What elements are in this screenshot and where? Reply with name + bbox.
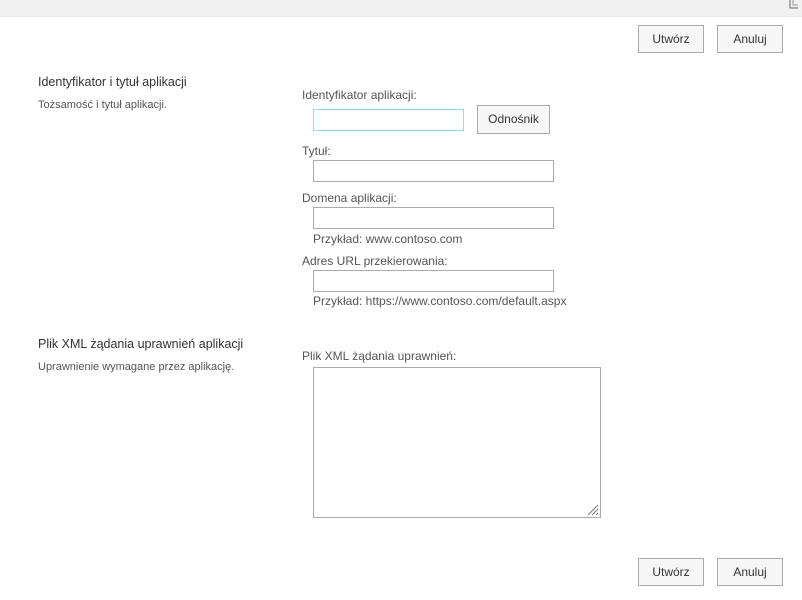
app-identity-section-description: Tożsamość i tytuł aplikacji. [38, 99, 167, 111]
title-input[interactable] [313, 160, 554, 182]
app-identity-section-title: Identyfikator i tytuł aplikacji [38, 75, 187, 89]
resize-grip-icon[interactable] [585, 502, 599, 516]
redirect-url-example: Przykład: https://www.contoso.com/default.aspx [313, 294, 567, 308]
app-domain-example: Przykład: www.contoso.com [313, 232, 463, 246]
cancel-button-bottom[interactable]: Anuluj [717, 558, 783, 586]
permission-xml-textarea[interactable] [313, 367, 601, 518]
redirect-url-input[interactable] [313, 270, 554, 292]
resize-corner-icon [788, 0, 800, 10]
app-domain-label: Domena aplikacji: [302, 191, 397, 205]
top-bar [0, 0, 802, 17]
permission-xml-label: Plik XML żądania uprawnień: [302, 349, 457, 363]
permissions-section-description: Uprawnienie wymagane przez aplikację. [38, 361, 235, 373]
create-button-bottom[interactable]: Utwórz [638, 558, 704, 586]
create-button-top[interactable]: Utwórz [638, 25, 704, 53]
cancel-button-top[interactable]: Anuluj [717, 25, 783, 53]
app-id-label: Identyfikator aplikacji: [302, 88, 417, 102]
app-id-input[interactable] [313, 109, 464, 131]
app-domain-input[interactable] [313, 207, 554, 229]
permissions-section-title: Plik XML żądania uprawnień aplikacji [38, 337, 244, 351]
redirect-url-label: Adres URL przekierowania: [302, 254, 448, 268]
lookup-button[interactable]: Odnośnik [477, 105, 550, 134]
title-label: Tytuł: [302, 144, 331, 158]
